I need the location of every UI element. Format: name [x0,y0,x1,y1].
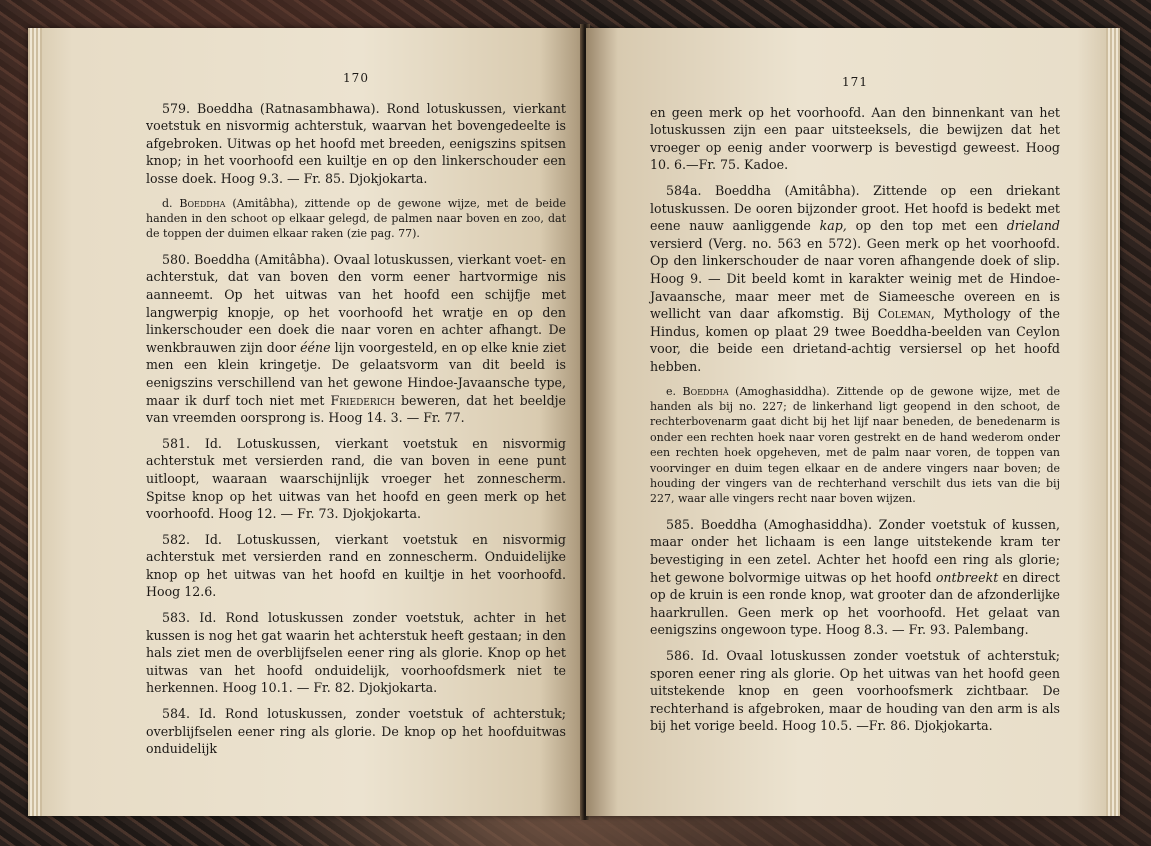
section-e [650,384,1060,507]
entry-text: beweren, dat het beeldje van vreemden oorsprong is. Hoog 14. 3. — Fr. 77. [146,392,566,426]
entry-text: 585. Boeddha (Amoghasiddha). Zonder voetstuk of kussen, maar onder het lichaam is een lange uitstekende kram ter bevestiging in een zetel. Achter het hoofd een ring als glorie; het gewone bolvormige uitwas op het hoofd [650,516,1060,585]
entry-586: 586. Id. Ovaal lotuskussen zonder voetstuk of achterstuk; sporen eener ring als glorie. Op het uitwas van het hoofd geen uitstekende knop en geen voorhoofsmerk zichtbaar. De rechterhand is afgebroken, maar de houding van den arm is als bij het vorige beeld. Hoog 10.5. —Fr. 86. Djokjokarta. [650,647,1060,734]
entry-text: lijn voorgesteld, en op elke knie ziet men een klein kringetje. De gelaatsvorm van dit beeld is eenigszins verschillend van het gewone Hindoe-Javaansche type, maar ik durf toch niet met [146,339,566,408]
entry-text: 584a. Boeddha (Amitâbha). Zittende op een driekant lotuskussen. De ooren bijzonder groot. Het hoofd is bedekt met eene nauw aanliggende [650,182,1060,234]
emphasis-text: kap, [819,218,847,234]
emphasis-text: ontbreekt [935,569,999,585]
section-label: d. [162,196,173,210]
page-number: 171 [842,75,868,89]
left-page [28,28,584,816]
entry-text: Mythology of the Hindus, komen op plaat 29 twee Boeddha-beelden van Ceylon voor, die beide een drietand-achtig versiersel op het hoofd hebben. [650,306,1060,374]
emphasis-text: ééne [300,339,331,355]
entry-580 [146,251,566,427]
author-name: Friederich [330,392,395,408]
entry-text: 580. Boeddha (Amitâbha). Ovaal lotuskussen, vierkant voet- en achterstuk, dat van boven den vorm eener hartvormige nis aanneemt. Op het uitwas van het hoofd een schijfje met langwerpig knopje, op het voorhoofd het wratje en op den linkerschouder een doek die naar voren en achter afhangt. De wenkbrauwen zijn door [146,251,566,355]
entry-584: 584. Id. Rond lotuskussen, zonder voetstuk of achterstuk; overblijfselen eener ring als glorie. De knop op het hoofduitwas onduidelijk [146,706,566,757]
entry-583: 583. Id. Rond lotuskussen zonder voetstuk, achter in het kussen is nog het gat waarin het achterstuk heeft gestaan; in den hals ziet men de overblijfselen eener ring als glorie. Knop op het uitwas van het hoofd onduidelijk, voorhoofdsmerk niet te herkennen. Hoog 10.1. — Fr. 82. Djokjokarta. [146,610,566,696]
right-text-block [650,28,1060,743]
entry-585 [650,516,1060,639]
author-name: Coleman, [877,306,935,322]
section-name: Boeddha [179,196,226,210]
entry-582: 582. Id. Lotuskussen, vierkant voetstuk en nisvormig achterstuk met versierden rand en zonnescherm. Onduidelijke knop op het uitwas van het hoofd en kuiltje in het voorhoofd. Hoog 12.6. [146,531,566,600]
entry-584-continued: en geen merk op het voorhoofd. Aan den binnenkant van het lotuskussen zijn een paar uitsteeksels, die bewijzen dat het vroeger op eenig ander voorwerp is bevestigd geweest. Hoog 10. 6.—Fr. 75. Kadoe. [650,104,1060,173]
entry-584a [650,182,1060,376]
left-text-block [146,28,566,766]
page-number: 170 [343,71,369,85]
section-label: e. [666,384,677,398]
entry-text: versierd (Verg. no. 563 en 572). Geen merk op het voorhoofd. Op den linkerschouder de naar voren afhangende doek of slip. Hoog 9. — Dit beeld komt in karakter weinig met de Hindoe-Javaansche, maar meer met de Siameesche overeen en is wellicht van daar afkomstig. Bij [650,235,1060,322]
section-d [146,196,566,242]
section-text: (Amitâbha), zittende op de gewone wijze, met de beide handen in den schoot op elkaar gelegd, de palmen naar boven en zoo, dat de toppen der duimen elkaar raken (zie pag. 77). [146,196,566,241]
page-edge [28,28,42,816]
section-text: (Amoghasiddha). Zittende op de gewone wijze, met de handen als bij no. 227; de linkerhand ligt geopend in den schoot, de rechterbovenarm gaat dicht bij het lijf naar beneden, de benedenarm is onder een rechten hoek naar voren gestrekt en de hand wederom onder een rechten hoek opgeheven, met de palm naar voren, de toppen van voorvinger en duim tegen elkaar en de andere vingers naar boven; de houding der vingers van de rechterhand verschilt dus iets van die bij 227, waar alle vingers recht naar boven wijzen. [650,384,1061,506]
section-name: Boeddha [682,384,729,398]
page-edge [1106,28,1120,816]
entry-text: en direct op de kruin is een ronde knop, wat grooter dan de afzonderlijke haarkrullen. Geen merk op het voorhoofd. Het gelaat van eenigszins ongewoon type. Hoog 8.3. — Fr. 93. Palembang. [650,569,1060,638]
right-page [586,28,1120,816]
entry-581: 581. Id. Lotuskussen, vierkant voetstuk en nisvormig achterstuk met versierden rand, die van boven in eene punt uitloopt, waaraan waarschijnlijk vroeger het zonnescherm. Spitse knop op het uitwas van het hoofd en geen merk op het voorhoofd. Hoog 12. — Fr. 73. Djokjokarta. [146,435,566,522]
entry-579: 579. Boeddha (Ratnasambhawa). Rond lotuskussen, vierkant voetstuk en nisvormig achterstuk, waarvan het bovengedeelte is afgebroken. Uitwas op het hoofd met breeden, eenigszins spitsen knop; in het voorhoofd een kuiltje en op den linkerschouder een losse doek. Hoog 9.3. — Fr. 85. Djokjokarta. [146,100,566,186]
entry-text: op den top met een [855,218,998,234]
emphasis-text: drieland [1006,218,1060,234]
